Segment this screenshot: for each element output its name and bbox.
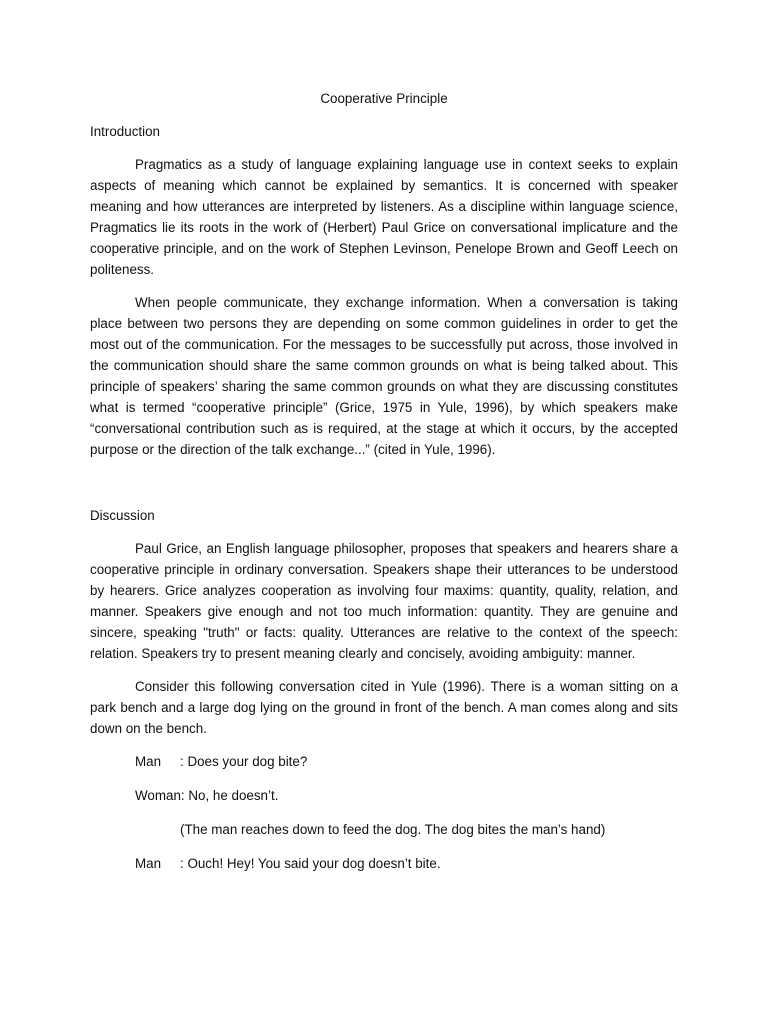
document-page (90, 88, 678, 887)
introduction-heading: Introduction (90, 124, 160, 139)
dialogue-text: No, he doesn’t. (184, 788, 279, 803)
discussion-heading: Discussion (90, 508, 155, 523)
dialogue-line-man-1 (135, 751, 678, 772)
discussion-paragraph-2: Consider this following conversation cited in Yule (1996). There is a woman sitting on a park bench and a large dog lying on the ground in front of the bench. A man comes along and sits down on the bench. (90, 679, 678, 736)
introduction-paragraph-1: Pragmatics as a study of language explaining language use in context seeks to explain aspects of meaning which cannot be explained by semantics. It is concerned with speaker meaning and how utterances are interpreted by listeners. As a discipline within language science, Pragmatics lie its roots in the work of (Herbert) Paul Grice on conversational implicature and the cooperative principle, and on the work of Stephen Levinson, Penelope Brown and Geoff Leech on politeness. (90, 157, 678, 277)
section-spacer (90, 472, 678, 505)
dialogue-speaker: Woman: (135, 788, 185, 803)
dialogue-line-man-2 (135, 853, 678, 874)
dialogue-line-woman (135, 785, 678, 806)
dialogue-stage-direction: (The man reaches down to feed the dog. The dog bites the man’s hand) (180, 822, 606, 837)
dialogue-text: : Does your dog bite? (180, 754, 308, 769)
dialogue-speaker: Man (135, 856, 162, 871)
dialogue-text: : Ouch! Hey! You said your dog doesn’t bite. (180, 856, 441, 871)
introduction-paragraph-2: When people communicate, they exchange information. When a conversation is taking place between two persons they are depending on some common guidelines in order to get the most out of the communication. For the messages to be successfully put across, those involved in the communication should share the same common grounds on what is being talked about. This principle of speakers’ sharing the same common grounds on what they are discussing constitutes what is termed “cooperative principle” (Grice, 1975 in Yule, 1996), by which speakers make “conversational contribution such as is required, at the stage at which it occurs, by the accepted purpose or the direction of the talk exchange...” (cited in Yule, 1996). (90, 295, 678, 457)
dialogue-speaker: Man (135, 754, 162, 769)
document-title: Cooperative Principle (320, 91, 448, 106)
discussion-paragraph-1: Paul Grice, an English language philosopher, proposes that speakers and hearers share a cooperative principle in ordinary conversation. Speakers shape their utterances to be understood by hearers. Grice analyzes cooperation as involving four maxims: quantity, quality, relation, and manner. Speakers give enough and not too much information: quantity. They are genuine and sincere, speaking "truth" or facts: quality. Utterances are relative to the context of the speech: relation. Speakers try to present meaning clearly and concisely, avoiding ambiguity: manner. (90, 541, 678, 661)
